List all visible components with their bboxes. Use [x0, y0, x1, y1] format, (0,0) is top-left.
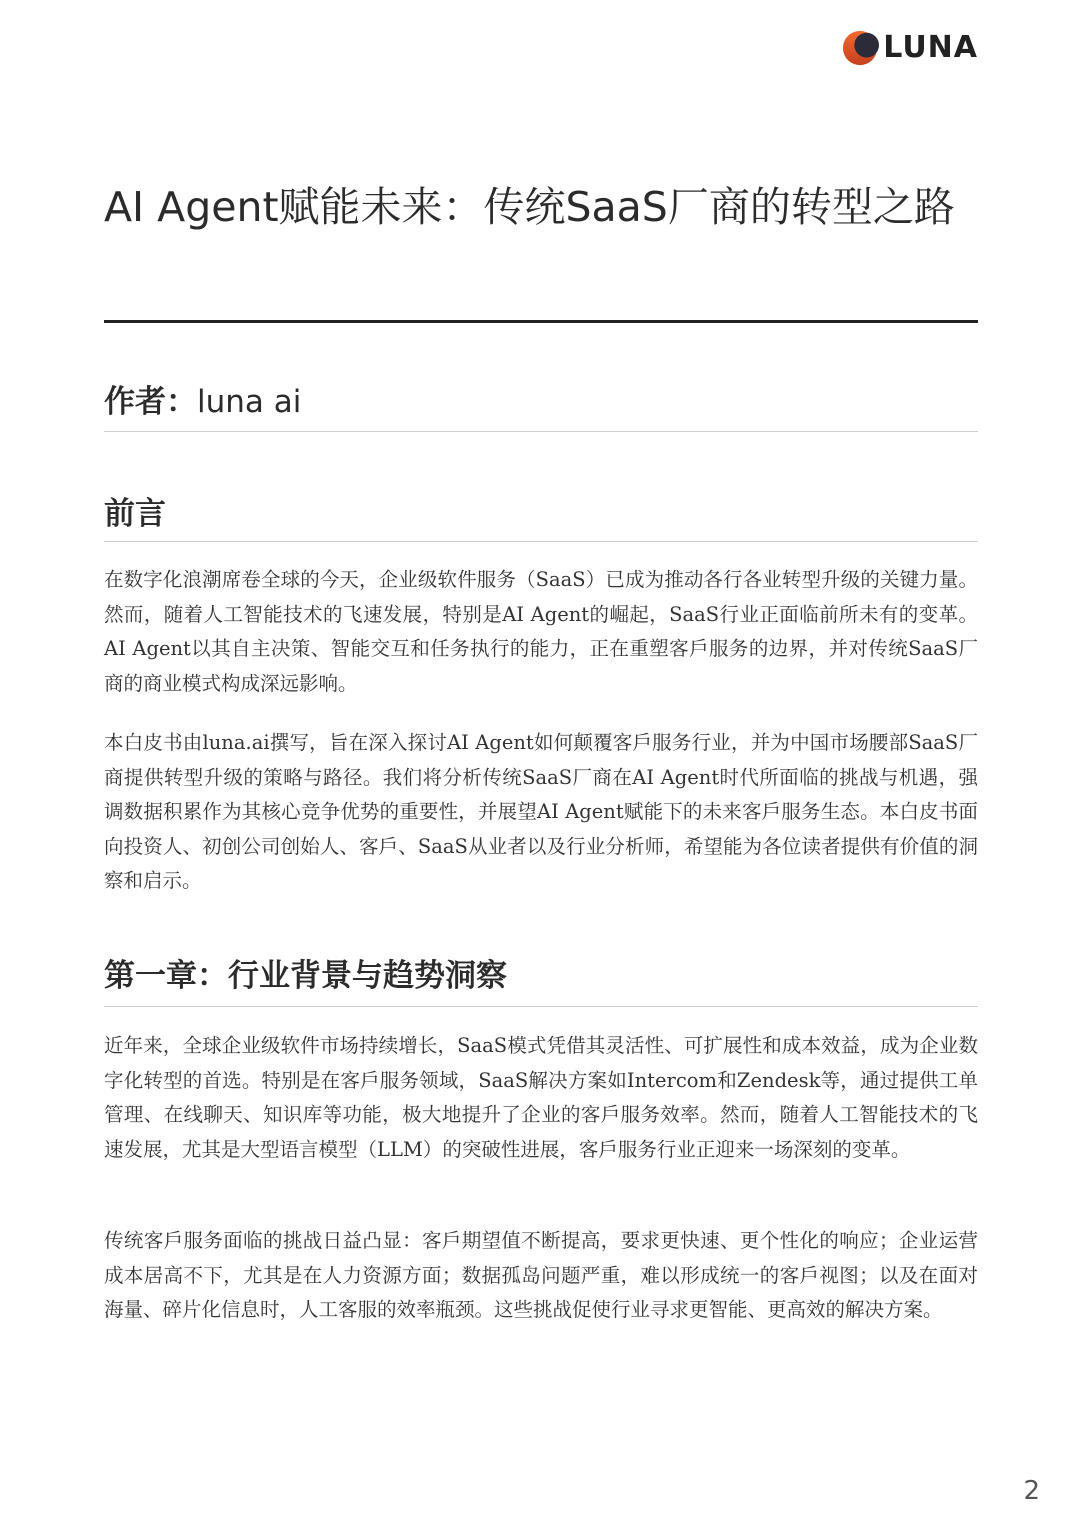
brand-logo	[841, 26, 978, 70]
author-divider	[104, 431, 978, 432]
title-divider	[104, 320, 978, 323]
page-title: AI Agent赋能未来：传统SaaS厂商的转型之路	[104, 183, 955, 231]
section-heading-preface: 前言	[104, 496, 166, 532]
section-divider-chapter-1	[104, 1006, 978, 1007]
paragraph: 在数字化浪潮席卷全球的今天，企业级软件服务（SaaS）已成为推动各行各业转型升级的关键力量。然而，随着人工智能技术的飞速发展，特别是AI Agent的崛起，SaaS行业正面临前所未有的变革。AI Agent以其自主决策、智能交互和任务执行的能力，正在重塑客戶服务的边界，并对传统SaaS厂商的商业模式构成深远影响。	[104, 568, 978, 695]
paragraph: 本白皮书由luna.ai撰写，旨在深入探讨AI Agent如何颠覆客戶服务行业，并为中国市场腰部SaaS厂商提供转型升级的策略与路径。我们将分析传统SaaS厂商在AI Agent时代所面临的挑战与机遇，强调数据积累作为其核心竞争优势的重要性，并展望AI Agent赋能下的未来客戶服务生态。本白皮书面向投资人、初创公司创始人、客戶、SaaS从业者以及行业分析师，希望能为各位读者提供有价值的洞察和启示。	[104, 731, 978, 893]
brand-name: LUNA	[883, 30, 978, 65]
author-label: 作者：	[104, 384, 197, 420]
crescent-moon-icon	[841, 29, 879, 67]
paragraph: 近年来，全球企业级软件市场持续增长，SaaS模式凭借其灵活性、可扩展性和成本效益，成为企业数字化转型的首选。特别是在客戶服务领域，SaaS解决方案如Intercom和Zendesk等，通过提供工单管理、在线聊天、知识库等功能，极大地提升了企业的客戶服务效率。然而，随着人工智能技术的飞速发展，尤其是大型语言模型（LLM）的突破性进展，客戶服务行业正迎来一场深刻的变革。	[104, 1034, 978, 1161]
page-number: 2	[1023, 1476, 1040, 1506]
section-divider-preface	[104, 541, 978, 542]
author-line	[104, 374, 978, 430]
author-name: luna ai	[197, 384, 302, 420]
section-heading-chapter-1: 第一章：行业背景与趋势洞察	[104, 958, 507, 994]
paragraph: 传统客戶服务面临的挑战日益凸显：客戶期望值不断提高，要求更快速、更个性化的响应；企业运营成本居高不下，尤其是在人力资源方面；数据孤岛问题严重，难以形成统一的客戶视图；以及在面对海量、碎片化信息时，人工客服的效率瓶颈。这些挑战促使行业寻求更智能、更高效的解决方案。	[104, 1229, 978, 1322]
